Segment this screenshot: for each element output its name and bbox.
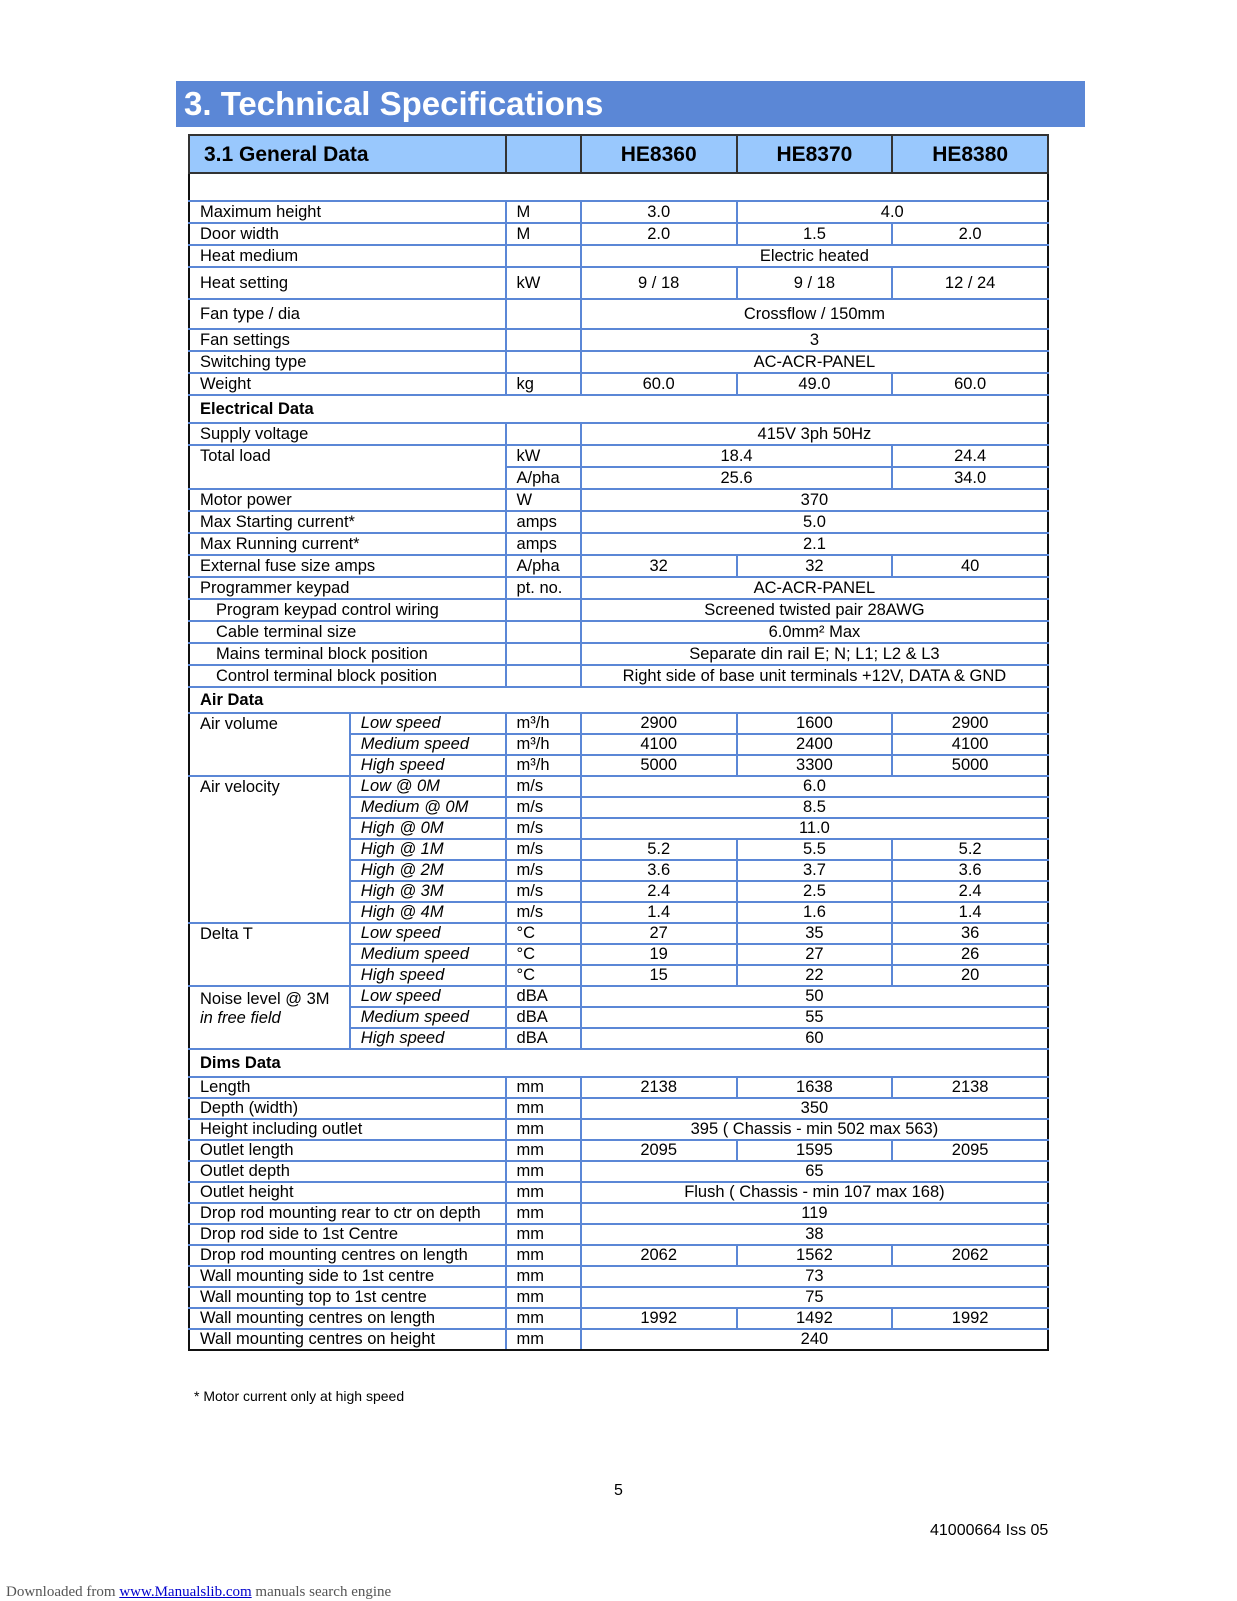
table-title: 3.1 General Data [189,135,506,173]
table-row: Air volume Low speed m³/h 2900 1600 2900 [189,713,1048,734]
header-unit-cell [506,135,581,173]
table-row: Heat setting kW 9 / 18 9 / 18 12 / 24 [189,267,1048,299]
table-row: Mains terminal block position Separate din rail E; N; L1; L2 & L3 [189,643,1048,665]
table-row: Wall mounting side to 1st centre mm 73 [189,1266,1048,1287]
table-row: Program keypad control wiring Screened twisted pair 28AWG [189,599,1048,621]
table-row: Total load kW 18.4 24.4 [189,445,1048,467]
table-row: Door width M 2.0 1.5 2.0 [189,223,1048,245]
table-row: Height including outlet mm 395 ( Chassis - min 502 max 563) [189,1119,1048,1140]
table-row: High @ 0M m/s 11.0 [189,818,1048,839]
spec-table [188,134,1049,1351]
table-row: Outlet length mm 2095 1595 2095 [189,1140,1048,1161]
table-row: Wall mounting centres on length mm 1992 1492 1992 [189,1308,1048,1329]
table-row: Medium speed °C 19 27 26 [189,944,1048,965]
download-note: Downloaded from www.Manualslib.com manuals search engine [6,1584,392,1600]
section-row [189,687,1048,713]
section-banner [176,81,1085,127]
table-row: Heat medium Electric heated [189,245,1048,267]
table-row: Wall mounting top to 1st centre mm 75 [189,1287,1048,1308]
table-row: Maximum height M 3.0 4.0 [189,201,1048,223]
table-row: Supply voltage 415V 3ph 50Hz [189,423,1048,445]
table-row: Cable terminal size 6.0mm² Max [189,621,1048,643]
section-title: 3. Technical Specifications [184,85,604,122]
air-data-heading: Air Data [189,687,1048,713]
table-row: A/pha 25.6 34.0 [189,467,1048,489]
table-row: Noise level @ 3M in free field Low speed dBA 50 [189,986,1048,1007]
table-row: High @ 3M m/s 2.4 2.5 2.4 [189,881,1048,902]
table-row: Medium speed m³/h 4100 2400 4100 [189,734,1048,755]
table-row: Outlet depth mm 65 [189,1161,1048,1182]
footnote: * Motor current only at high speed [194,1388,405,1404]
model-header: HE8370 [737,135,893,173]
table-row: Drop rod mounting centres on length mm 2062 1562 2062 [189,1245,1048,1266]
model-header: HE8360 [581,135,737,173]
table-row: High @ 2M m/s 3.6 3.7 3.6 [189,860,1048,881]
table-row: Max Starting current* amps 5.0 [189,511,1048,533]
table-row: Length mm 2138 1638 2138 [189,1077,1048,1098]
table-row: Max Running current* amps 2.1 [189,533,1048,555]
table-row: Drop rod side to 1st Centre mm 38 [189,1224,1048,1245]
table-row: Fan settings 3 [189,329,1048,351]
spacer-row [189,173,1048,201]
table-row: Fan type / dia Crossflow / 150mm [189,299,1048,329]
table-row: Wall mounting centres on height mm 240 [189,1329,1048,1350]
manualslib-link[interactable]: www.Manualslib.com [119,1584,252,1600]
model-header: HE8380 [892,135,1048,173]
table-row: Control terminal block position Right side of base unit terminals +12V, DATA & GND [189,665,1048,687]
electrical-data-heading: Electrical Data [189,395,1048,423]
table-row: Motor power W 370 [189,489,1048,511]
table-row: High speed °C 15 22 20 [189,965,1048,986]
table-row: Medium speed dBA 55 [189,1007,1048,1028]
table-row: Depth (width) mm 350 [189,1098,1048,1119]
table-row: High speed m³/h 5000 3300 5000 [189,755,1048,776]
table-row: Air velocity Low @ 0M m/s 6.0 [189,776,1048,797]
table-row: Weight kg 60.0 49.0 60.0 [189,373,1048,395]
document-reference: 41000664 Iss 05 [930,1522,1049,1539]
table-row: High @ 4M m/s 1.4 1.6 1.4 [189,902,1048,923]
table-row: Delta T Low speed °C 27 35 36 [189,923,1048,944]
table-row: High speed dBA 60 [189,1028,1048,1049]
page-number: 5 [614,1482,623,1499]
section-row [189,395,1048,423]
table-row: Medium @ 0M m/s 8.5 [189,797,1048,818]
table-row: Drop rod mounting rear to ctr on depth mm 119 [189,1203,1048,1224]
section-row [189,1049,1048,1077]
dims-data-heading: Dims Data [189,1049,1048,1077]
table-header-row [189,135,1048,173]
table-row: Switching type AC-ACR-PANEL [189,351,1048,373]
table-row: High @ 1M m/s 5.2 5.5 5.2 [189,839,1048,860]
table-row: Programmer keypad pt. no. AC-ACR-PANEL [189,577,1048,599]
table-row: Outlet height mm Flush ( Chassis - min 107 max 168) [189,1182,1048,1203]
table-row: External fuse size amps A/pha 32 32 40 [189,555,1048,577]
